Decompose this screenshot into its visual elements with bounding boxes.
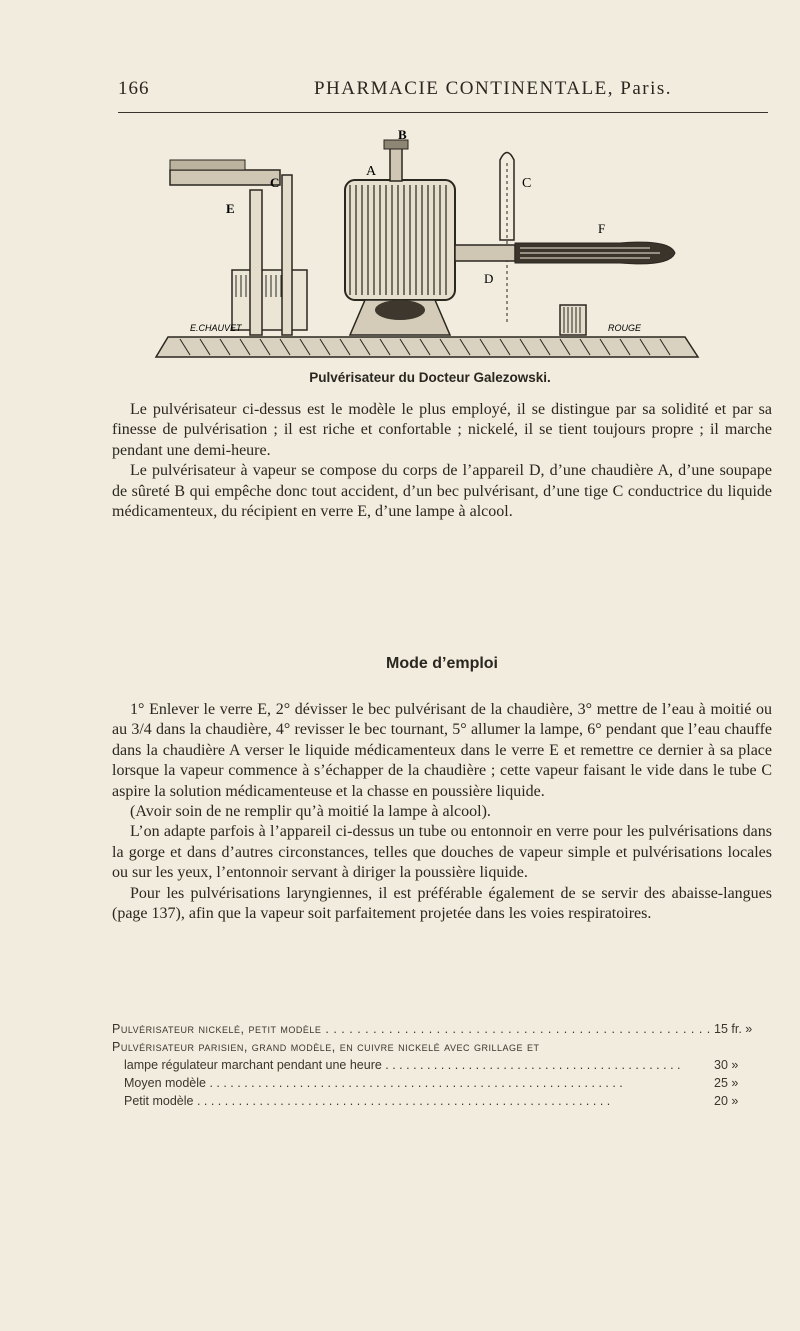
figure-letter-a: A [366, 164, 377, 179]
price-value: 30 » [714, 1056, 774, 1074]
usage-paragraph-4: Pour les pulvérisations laryngiennes, il est préférable également de se servir des abaisse-langues (page 137), afin que la vapeur soit parfaitement projetée dans les voies respiratoires. [112, 884, 772, 923]
usage-section [112, 700, 772, 924]
intro-paragraph-1: Le pulvérisateur ci-dessus est le modèle le plus employé, il se distingue par sa solidité et par sa finesse de pulvérisation ; il est riche et confortable ; nickelé, il se tient toujours propre ; il marche pendant une demi-heure. [112, 401, 772, 459]
intro-section [112, 400, 772, 522]
price-row [112, 1074, 774, 1092]
price-label: Petit modèle . . . [124, 1092, 712, 1110]
atomizer-illustration [150, 125, 710, 360]
figure-letter-d: D [484, 271, 494, 286]
price-label: Pulvérisateur parisien, grand modèle, en cuivre nickelé avec grillage et [112, 1040, 540, 1054]
usage-heading: Mode d’emploi [386, 655, 498, 672]
figure-letter-c-right: C [522, 176, 532, 191]
intro-paragraph-2: Le pulvérisateur à vapeur se compose du corps de l’appareil D, d’une chaudière A, d’une soupape de sûreté B qui empêche donc tout accident, d’un bec pulvérisant, d’une tige C conductrice du liquide médicamenteux, du récipient en verre E, d’une lampe à alcool. [112, 462, 772, 521]
price-value: 20 » [714, 1092, 774, 1110]
page-number: 166 [118, 78, 150, 99]
price-value: 15 fr. » [714, 1020, 774, 1038]
figure-letter-f: F [598, 221, 606, 236]
price-label: Moyen modèle . . . [124, 1074, 712, 1092]
engraver-signature-left: E.CHAUVET [190, 323, 242, 333]
figure-letter-c-left: C [270, 175, 280, 190]
price-row [112, 1020, 774, 1038]
usage-paragraph-1: 1° Enlever le verre E, 2° dévisser le bec pulvérisant de la chaudière, 3° mettre de l’eau à moitié ou au 3/4 dans la chaudière, 4° revisser le bec tournant, 5° allumer la lampe, 6° pendant que l’eau chauffe dans la chaudière A verser le liquide médicamenteux dans le verre E et remettre ce dernier à sa place lorsque la vapeur commence à s’échapper de la chaudière ; cette vapeur faisant le vide dans le tube C aspire la solution médicamenteuse et la chasse en poussière liquide. [112, 701, 772, 800]
price-label: Pulvérisateur nickelé, petit modèle . . . [112, 1020, 712, 1038]
engraver-signature-right: ROUGE [608, 323, 642, 333]
usage-paragraph-3: L’on adapte parfois à l’appareil ci-dessus un tube ou entonnoir en verre pour les pulvérisations dans la gorge et dans d’autres circonstances, telles que douches de vapeur simple et pulvérisations locales ou sur les yeux, l’entonnoir servant à diriger la poussière liquide. [112, 823, 772, 882]
price-list [112, 1020, 774, 1110]
price-value: 25 » [714, 1074, 774, 1092]
price-label-continued: lampe régulateur marchant pendant une heure . . . [124, 1056, 712, 1074]
price-row [112, 1038, 774, 1074]
usage-paragraph-2: (Avoir soin de ne remplir qu’à moitié la lampe à alcool). [130, 803, 491, 821]
header-rule [118, 112, 768, 113]
figure-caption: Pulvérisateur du Docteur Galezowski. [309, 370, 551, 385]
running-title: PHARMACIE CONTINENTALE, Paris. [313, 78, 673, 99]
price-row [112, 1092, 774, 1110]
figure-letter-b: B [398, 127, 407, 142]
page-header [118, 78, 768, 112]
figure-letter-e: E [226, 201, 235, 216]
atomizer-engraving [150, 125, 710, 360]
